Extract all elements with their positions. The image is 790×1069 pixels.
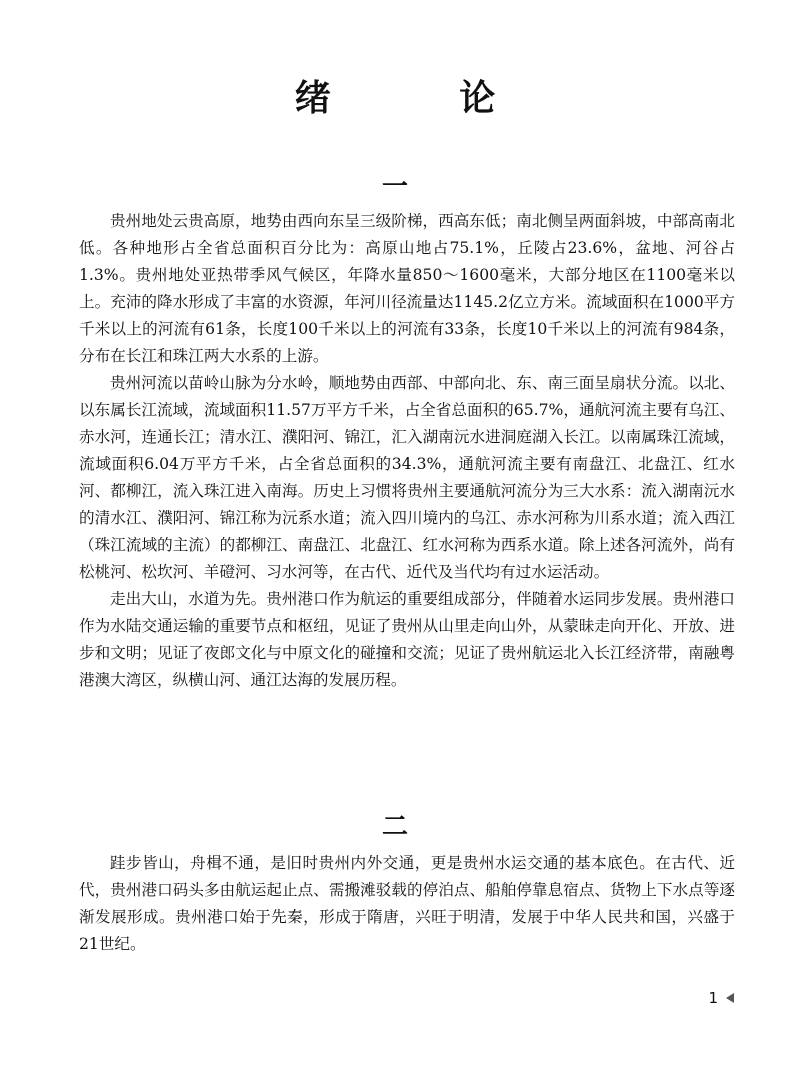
paragraph: 贵州地处云贵高原，地势由西向东呈三级阶梯，西高东低；南北侧呈两面斜坡，中部高南北低。各种地形占全省总面积百分比为：高原山地占75.1%，丘陵占23.6%，盆地、河谷占1.3%。贵州地处亚热带季风气候区，年降水量850～1600毫米，大部分地区在1100毫米以上。充沛的降水形成了丰富的水资源，年河川径流量达1145.2亿立方米。流域面积在1000平方千米以上的河流有61条，长度100千米以上的河流有33条，长度10千米以上的河流有984条，分布在长江和珠江两大水系的上游。 — [79, 212, 735, 365]
page-title: 绪 论 — [294, 78, 554, 119]
paragraph: 走出大山，水道为先。贵州港口作为航运的重要组成部分，伴随着水运同步发展。贵州港口作为水陆交通运输的重要节点和枢纽，见证了贵州从山里走向山外，从蒙昧走向开化、开放、进步和文明；见证了夜郎文化与中原文化的碰撞和交流；见证了贵州航运北入长江经济带，南融粤港澳大湾区，纵横山河、通江达海的发展历程。 — [79, 590, 735, 689]
paragraph: 贵州河流以苗岭山脉为分水岭，顺地势由西部、中部向北、东、南三面呈扇状分流。以北、以东属长江流域，流域面积11.57万平方千米，占全省总面积的65.7%，通航河流主要有乌江、赤水河，连通长江；清水江、濮阳河、锦江，汇入湖南沅水进洞庭湖入长江。以南属珠江流域，流域面积6.04万平方千米，占全省总面积的34.3%，通航河流主要有南盘江、北盘江、红水河、都柳江，流入珠江进入南海。历史上习惯将贵州主要通航河流分为三大水系：流入湖南沅水的清水江、濮阳河、锦江称为沅系水道；流入四川境内的乌江、赤水河称为川系水道；流入西江（珠江流域的主流）的都柳江、南盘江、北盘江、红水河称为西系水道。除上述各河流外，尚有松桃河、松坎河、羊磴河、习水河等，在古代、近代及当代均有过水运活动。 — [79, 374, 735, 581]
section-heading-1: 一 — [381, 172, 408, 202]
page-number: 1 — [708, 989, 718, 1007]
page-number-block — [708, 987, 734, 1009]
section-1-body — [79, 208, 735, 694]
paragraph: 跬步皆山，舟楫不通，是旧时贵州内外交通，更是贵州水运交通的基本底色。在古代、近代，贵州港口码头多由航运起止点、需搬滩驳载的停泊点、船舶停靠息宿点、货物上下水点等逐渐发展形成。贵州港口始于先秦，形成于隋唐，兴旺于明清，发展于中华人民共和国，兴盛于21世纪。 — [79, 854, 735, 953]
triangle-left-icon — [726, 993, 734, 1003]
section-heading-2: 二 — [381, 812, 408, 842]
section-2-body — [79, 850, 735, 958]
